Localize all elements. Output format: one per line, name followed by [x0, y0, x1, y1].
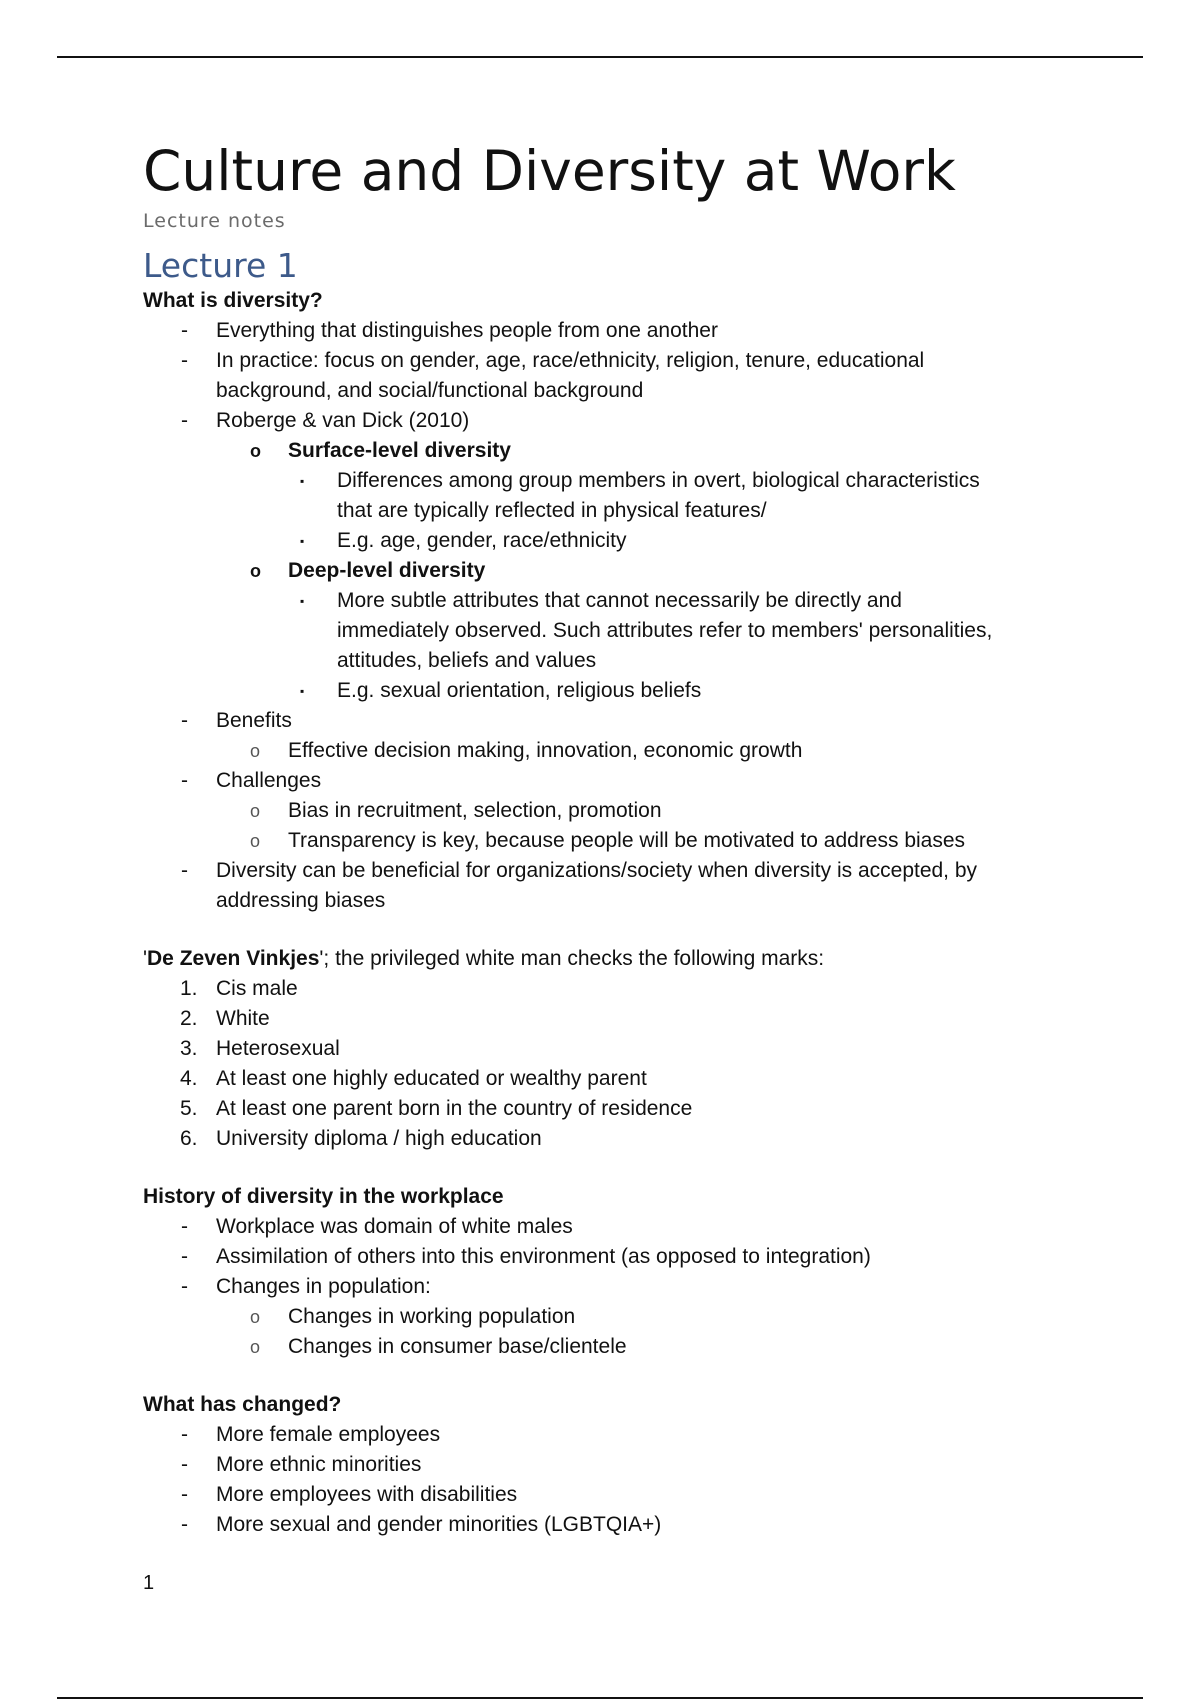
header-rule — [57, 56, 1143, 58]
vinkjes-intro: 'De Zeven Vinkjes'; the privileged white man checks the following marks: — [143, 947, 825, 970]
subsublist-item: ▪ E.g. sexual orientation, religious beliefs — [300, 679, 702, 702]
numbered-item: 6. University diploma / high education — [180, 1127, 542, 1150]
sublist-item: o Bias in recruitment, selection, promotion — [250, 799, 662, 822]
list-item: - Roberge & van Dick (2010) — [181, 409, 470, 432]
sublist-item: o Changes in consumer base/clientele — [250, 1335, 627, 1358]
numbered-item: 2. White — [180, 1007, 270, 1030]
sublist-item-surface: o Surface-level diversity — [250, 439, 511, 462]
list-item: - Diversity can be beneficial for organizations/society when diversity is accepted, by — [181, 859, 978, 882]
document-body — [143, 140, 1073, 1540]
list-item-continuation: addressing biases — [216, 889, 386, 912]
lecture-heading: Lecture 1 — [143, 246, 298, 285]
subsublist-continuation: immediately observed. Such attributes refer to members' personalities, — [337, 619, 993, 642]
list-item: - Benefits — [181, 709, 292, 732]
list-item: - Changes in population: — [181, 1275, 431, 1298]
subsublist-item: ▪ E.g. age, gender, race/ethnicity — [300, 529, 627, 552]
list-item: - More sexual and gender minorities (LGBTQIA+) — [181, 1513, 662, 1536]
numbered-item: 3. Heterosexual — [180, 1037, 340, 1060]
section-heading-history: History of diversity in the workplace — [143, 1185, 504, 1208]
list-item: - More employees with disabilities — [181, 1483, 518, 1506]
footer-rule — [57, 1697, 1143, 1699]
page-number: 1 — [143, 1572, 155, 1594]
list-item: - Everything that distinguishes people from one another — [181, 319, 718, 342]
list-item: - Challenges — [181, 769, 322, 792]
numbered-item: 4. At least one highly educated or wealthy parent — [180, 1067, 647, 1090]
section-heading-changed: What has changed? — [143, 1393, 342, 1416]
numbered-item: 1. Cis male — [180, 977, 298, 1000]
document-title: Culture and Diversity at Work — [143, 139, 956, 203]
list-item: - Assimilation of others into this environment (as opposed to integration) — [181, 1245, 871, 1268]
list-item: - More ethnic minorities — [181, 1453, 422, 1476]
list-item: - Workplace was domain of white males — [181, 1215, 573, 1238]
subsublist-item: ▪ Differences among group members in overt, biological characteristics — [300, 469, 980, 492]
document-subtitle: Lecture notes — [143, 210, 286, 232]
sublist-item: o Changes in working population — [250, 1305, 576, 1328]
list-item: - In practice: focus on gender, age, race/ethnicity, religion, tenure, educational — [181, 349, 925, 372]
subsublist-continuation: that are typically reflected in physical features/ — [337, 499, 767, 522]
subsublist-continuation: attitudes, beliefs and values — [337, 649, 597, 672]
list-item: - More female employees — [181, 1423, 441, 1446]
numbered-item: 5. At least one parent born in the country of residence — [180, 1097, 693, 1120]
section-heading-diversity: What is diversity? — [143, 289, 323, 312]
sublist-item-deep: o Deep-level diversity — [250, 559, 486, 582]
subsublist-item: ▪ More subtle attributes that cannot necessarily be directly and — [300, 589, 902, 612]
sublist-item: o Effective decision making, innovation, economic growth — [250, 739, 803, 762]
sublist-item: o Transparency is key, because people will be motivated to address biases — [250, 829, 966, 852]
list-item-continuation: background, and social/functional background — [216, 379, 644, 402]
